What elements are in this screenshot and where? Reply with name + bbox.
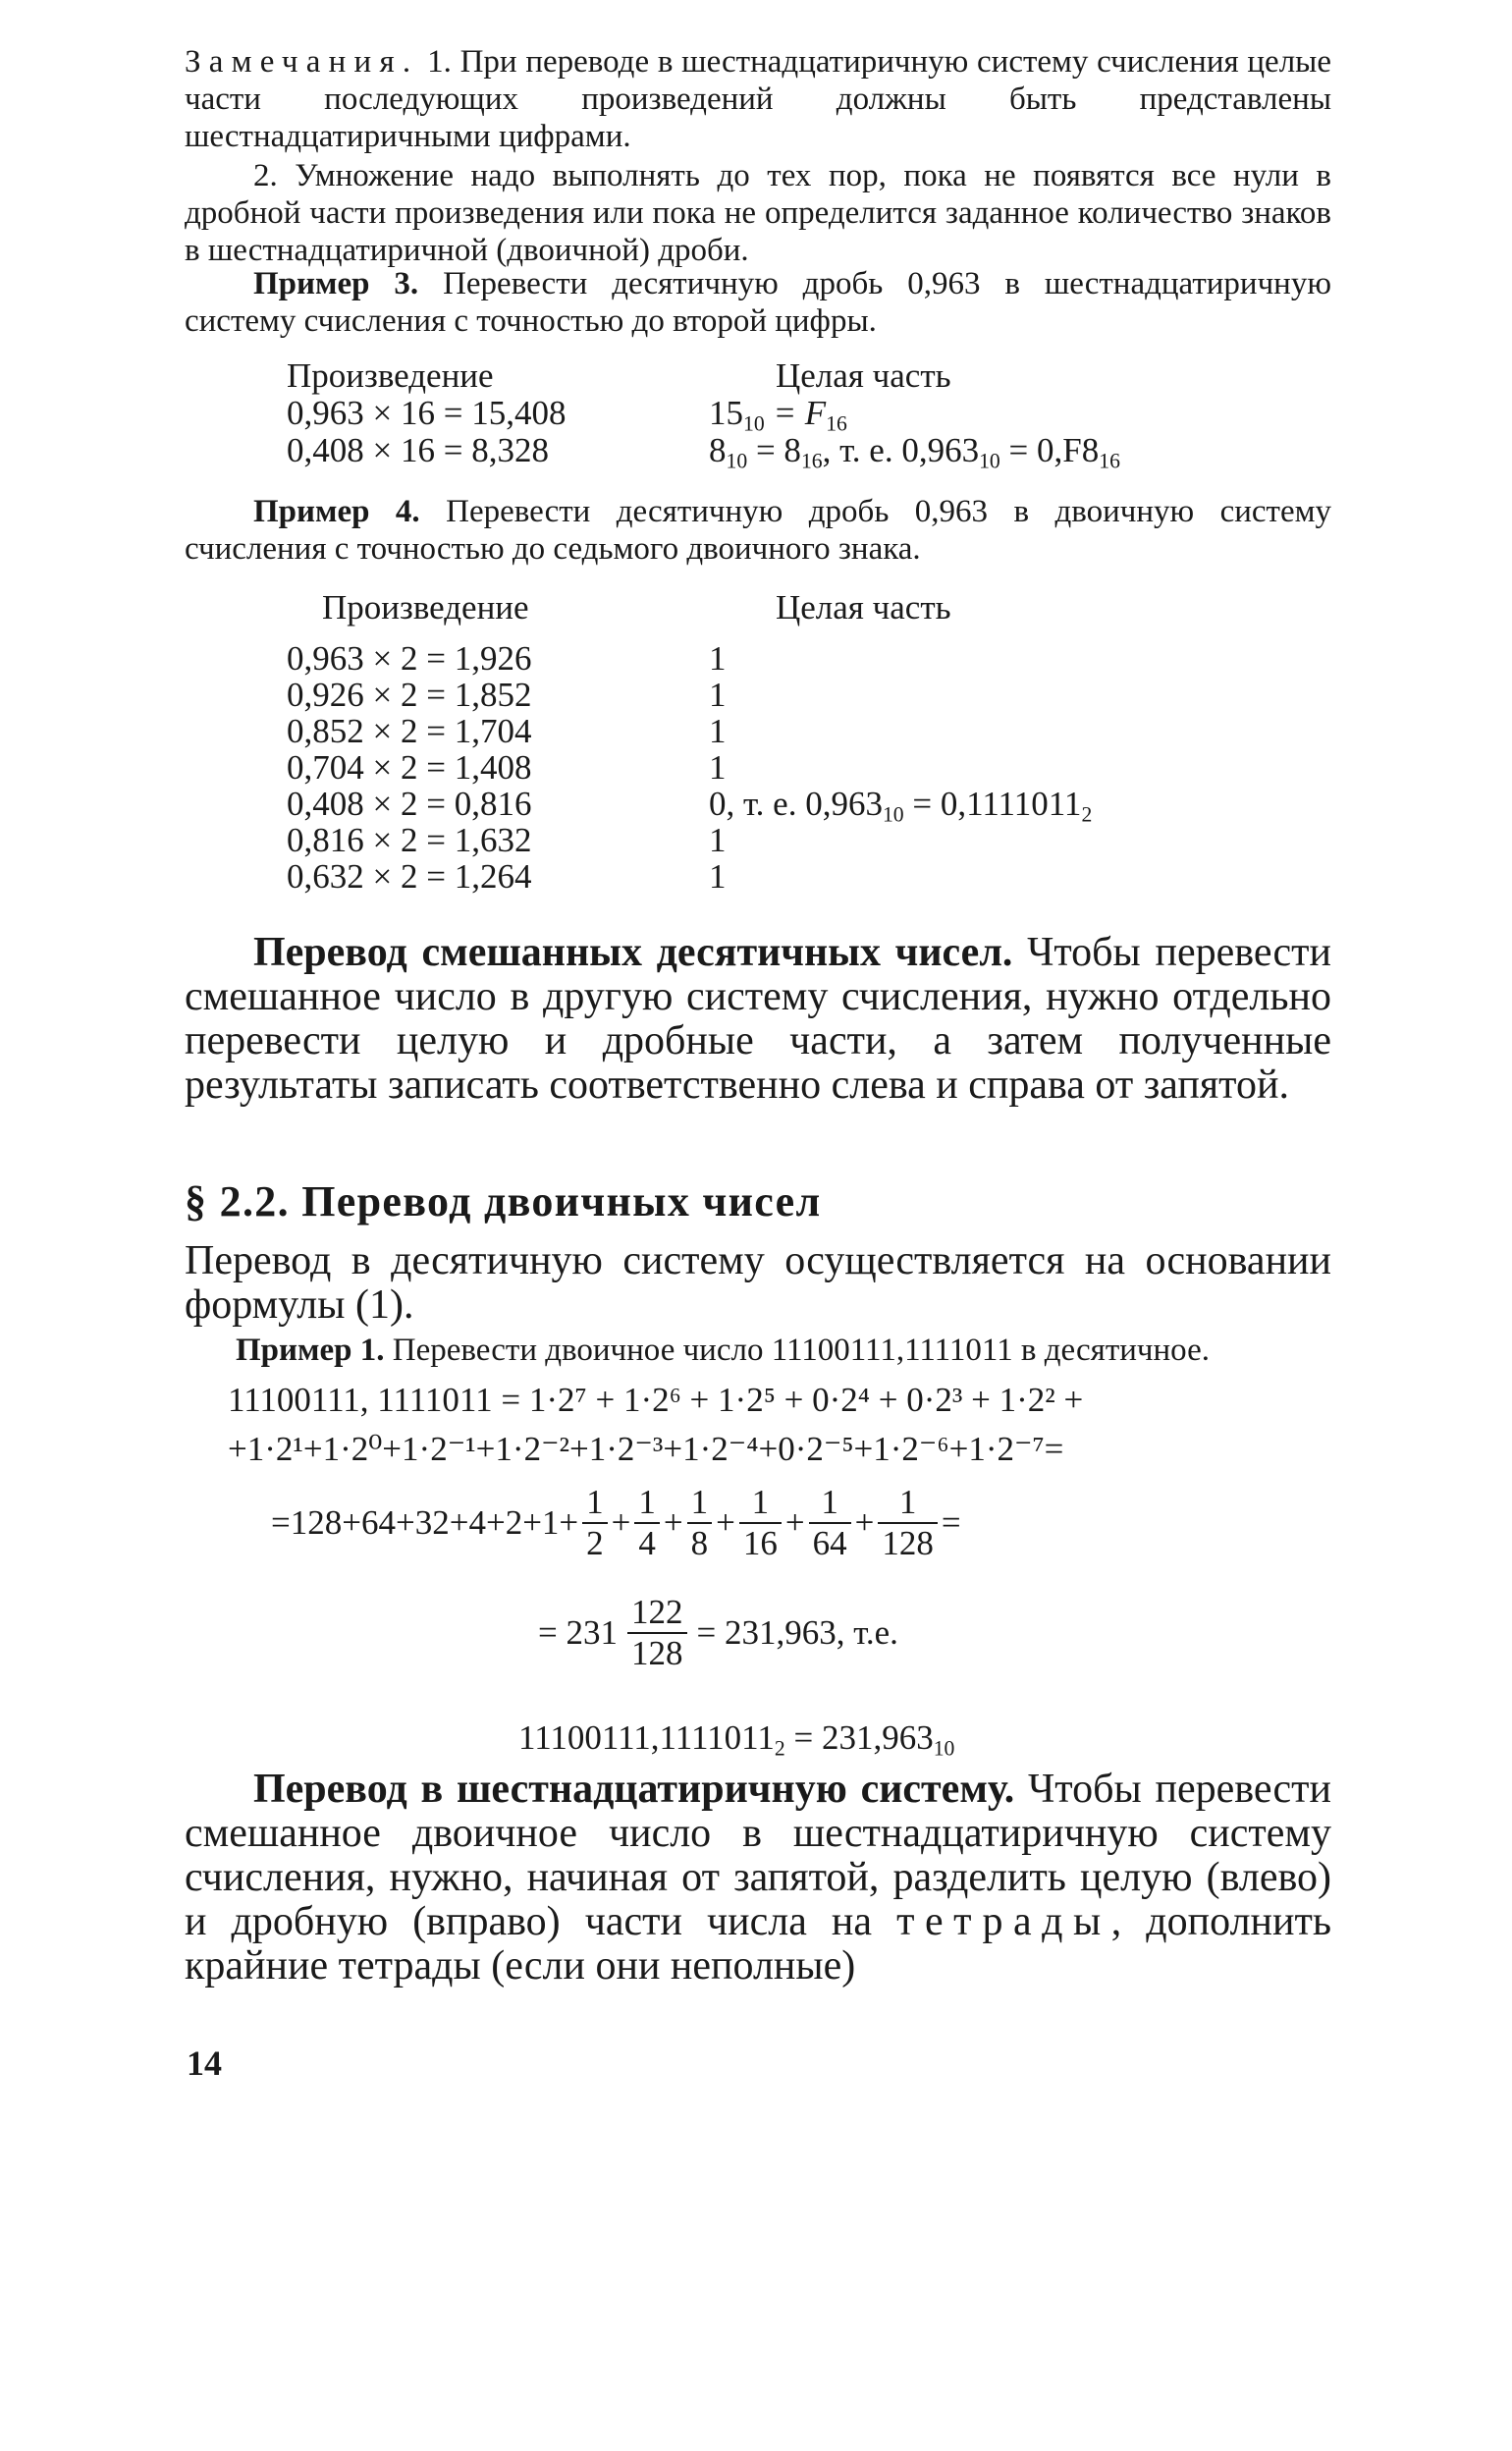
hex-term: тетрады — [896, 1899, 1111, 1944]
row2-tail-a: , т. е. 0,963 — [822, 431, 980, 469]
example-4-text: Перевести десятичную дробь 0,963 в двоичную систему счисления с точностью до седьмого двоичного знака. — [185, 494, 1331, 567]
fraction-num: 1 — [751, 1483, 770, 1521]
equation-line-4-int: = 231 — [538, 1613, 618, 1652]
fraction-num: 122 — [631, 1593, 683, 1631]
equation-line-1: 11100111, 1111011 = 1·2⁷ + 1·2⁶ + 1·2⁵ + 0·2⁴ + 0·2³ + 1·2² + — [228, 1381, 1084, 1419]
fraction-den: 2 — [582, 1522, 608, 1563]
row2-int-sub-b: 16 — [800, 449, 823, 473]
final-a: 11100111,1111011 — [518, 1718, 775, 1757]
final-b: = 231,963 — [784, 1718, 934, 1757]
example-3-statement — [185, 265, 1331, 340]
mixed-text: Чтобы перевести смешанное число в другую систему счисления, нужно отдельно перевести целую и дробные части, а затем полученные результаты записать соответственно слева и справа от запятой. — [185, 930, 1331, 1108]
example-4-row-digit-result — [709, 785, 1093, 827]
hex-title: Перевод в шестнадцатиричную систему. — [253, 1767, 1015, 1812]
note-2 — [185, 157, 1331, 269]
row2-int-sub-a: 10 — [726, 449, 748, 473]
result-b: = 0,1111011 — [903, 785, 1082, 823]
fraction-den: 64 — [809, 1522, 851, 1563]
example-4-row-digit: 1 — [709, 821, 727, 859]
example-4-row-product: 0,852 × 2 = 1,704 — [287, 712, 532, 750]
fraction-num: 1 — [586, 1483, 604, 1521]
result-a: , т. е. 0,963 — [726, 785, 883, 823]
example-4-row-product: 0,926 × 2 = 1,852 — [287, 676, 532, 714]
equation-line-4-result: = 231,963, т.е. — [696, 1613, 898, 1652]
example-4-row-digit: 1 — [709, 639, 727, 678]
fraction-num: 1 — [638, 1483, 656, 1521]
section-intro-text: Перевод в десятичную систему осуществляется на основании формулы (1). — [185, 1238, 1331, 1328]
example-1-text: Перевести двоичное число 11100111,1111011 в десятичное. — [384, 1333, 1210, 1368]
example-4-row-product: 0,632 × 2 = 1,264 — [287, 857, 532, 896]
final-result — [518, 1718, 955, 1761]
example-3-row-2-integer — [709, 431, 1120, 473]
example-4-head-product: Произведение — [322, 588, 529, 626]
row2-int-b: = 8 — [747, 431, 801, 469]
fraction-num: 1 — [690, 1483, 709, 1521]
example-4-head-integer: Целая часть — [776, 588, 951, 626]
example-1-statement — [236, 1332, 1335, 1369]
fraction — [634, 1483, 660, 1563]
note-1 — [185, 43, 1331, 155]
equation-line-3: =128+64+32+4+2+1+ $\frac{1}{2}$ + $\frac{1}{4}$ + $\frac{1}{8}$ + $\frac{1}{16}$ + $\frac{1}{64}$ + $\frac{1}{128}$ = — [271, 1483, 961, 1562]
row1-int-a: 15 — [709, 394, 743, 432]
example-3-label: Пример 3. — [253, 266, 419, 301]
fraction — [739, 1483, 782, 1563]
fraction-den: 16 — [739, 1522, 782, 1563]
example-4-row-digit: 1 — [709, 857, 727, 896]
fraction — [687, 1483, 713, 1563]
row2-tail-b: = 0,F8 — [999, 431, 1100, 469]
example-3-head-integer: Целая часть — [776, 356, 951, 395]
fraction-den: 128 — [627, 1632, 687, 1673]
example-4-statement — [185, 493, 1331, 568]
example-4-row-product: 0,816 × 2 = 1,632 — [287, 821, 532, 859]
note-2-text: 2. Умножение надо выполнять до тех пор, пока не появятся все нули в дробной части произведения или пока не определится заданное количество знаков в шестнадцатиричной (двоичной) дроби. — [185, 158, 1331, 268]
example-4-row-digit: 1 — [709, 676, 727, 714]
fraction-den: 128 — [878, 1522, 938, 1563]
fraction — [627, 1593, 687, 1673]
example-4-row-digit: 1 — [709, 748, 727, 787]
equation-line-4 — [538, 1593, 898, 1673]
page-number: 14 — [187, 2043, 222, 2083]
mixed-title: Перевод смешанных десятичных чисел. — [253, 930, 1013, 975]
section-intro — [185, 1239, 1331, 1328]
fraction-num: 1 — [821, 1483, 838, 1521]
example-3-row-1-integer — [709, 394, 847, 436]
fraction — [878, 1483, 938, 1563]
example-1-label: Пример 1. — [236, 1333, 385, 1368]
example-4-label: Пример 4. — [253, 494, 420, 529]
result-sub-a: 10 — [882, 802, 904, 827]
hex-paragraph — [185, 1768, 1331, 1988]
section-heading: § 2.2. Перевод двоичных чисел — [185, 1177, 822, 1226]
row5-digit: 0 — [709, 785, 727, 823]
example-4-row-product: 0,408 × 2 = 0,816 — [287, 785, 532, 823]
equation-line-3-sum: =128+64+32+4+2+1+ — [271, 1503, 579, 1542]
example-4-row-product: 0,963 × 2 = 1,926 — [287, 639, 532, 678]
example-3-row-1-product: 0,963 × 16 = 15,408 — [287, 394, 567, 432]
example-3-text: Перевести десятичную дробь 0,963 в шестнадцатиричную систему счисления с точностью до второй цифры. — [185, 266, 1331, 339]
example-3-row-2-product: 0,408 × 16 = 8,328 — [287, 431, 549, 469]
fraction — [809, 1483, 851, 1563]
note-1-text: 1. При переводе в шестнадцатиричную систему счисления целые части последующих произведений должны быть представлены шестнадцатиричными цифрами. — [185, 44, 1331, 154]
example-3-head-product: Произведение — [287, 356, 494, 395]
row1-int-sub-b: 16 — [826, 411, 847, 436]
hex-tail: , дополнить крайние тетрады (если они неполные) — [185, 1899, 1332, 1988]
fraction — [582, 1483, 608, 1563]
final-sub-b: 10 — [933, 1736, 955, 1761]
example-4-row-product: 0,704 × 2 = 1,408 — [287, 748, 532, 787]
fraction-den: 4 — [634, 1522, 660, 1563]
example-4-row-digit: 1 — [709, 712, 727, 750]
final-sub-a: 2 — [774, 1736, 785, 1761]
equation-line-2: +1·2¹+1·2⁰+1·2⁻¹+1·2⁻²+1·2⁻³+1·2⁻⁴+0·2⁻⁵+1·2⁻⁶+1·2⁻⁷= — [228, 1430, 1064, 1468]
mixed-paragraph — [185, 931, 1331, 1108]
fraction-num: 1 — [898, 1483, 917, 1521]
hex-text: Чтобы перевести смешанное двоичное число в шестнадцатиричную систему счисления, нужно, начиная от запятой, разделить целую (влево) и дробную (вправо) части числа на — [185, 1767, 1331, 1944]
row2-int-a: 8 — [709, 431, 727, 469]
row2-tail-sub-b: 16 — [1099, 449, 1120, 473]
row1-int-sub-a: 10 — [743, 411, 765, 436]
row1-int-b: = F — [764, 394, 827, 432]
fraction-den: 8 — [687, 1522, 713, 1563]
note-1-lead: Замечания. — [185, 44, 419, 80]
result-sub-b: 2 — [1081, 802, 1093, 827]
row2-tail-sub-a: 10 — [979, 449, 1000, 473]
